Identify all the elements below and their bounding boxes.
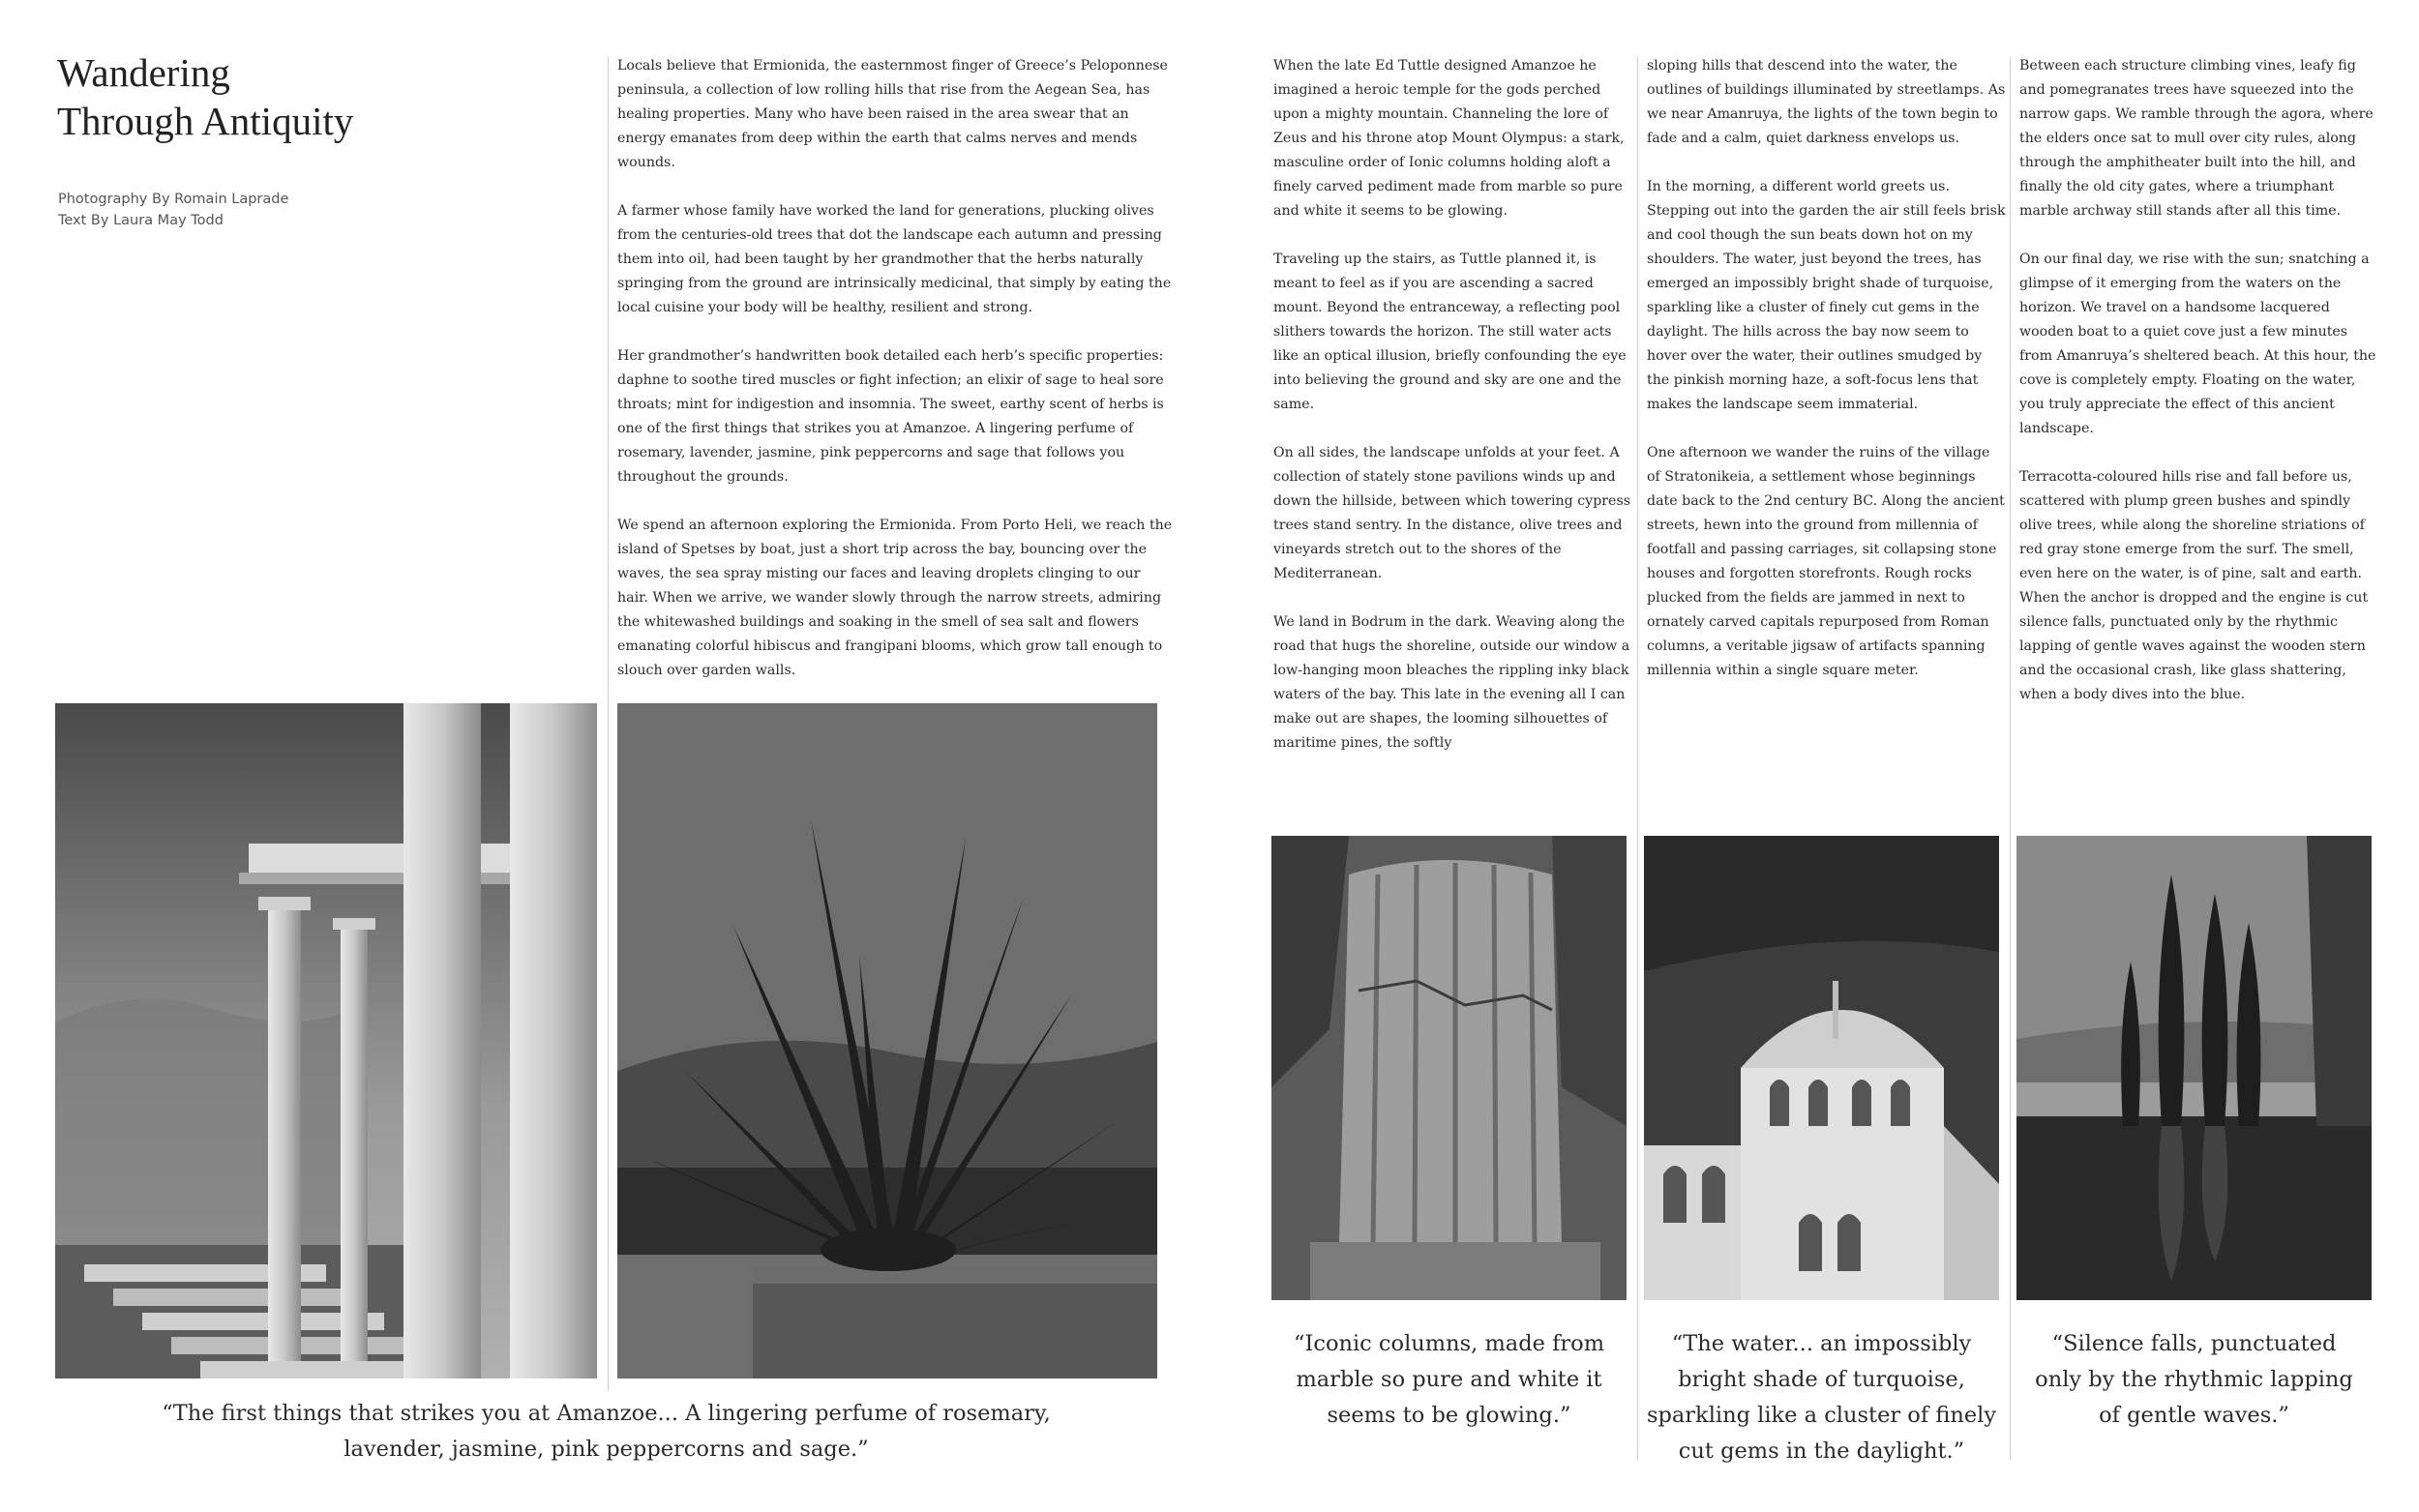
column-divider <box>608 56 609 1391</box>
text-column-1 <box>617 54 1174 683</box>
column-divider <box>1637 56 1638 1461</box>
paragraph: When the late Ed Tuttle designed Amanzoe he imagined a heroic temple for the gods perched upon a mighty mountain. Channeling the lore of Zeus and his throne atop Mount Olympus: a stark, masculine order of Ionic columns holding aloft a finely carved pediment made from marble so pure and white it seems to be glowing. <box>1273 58 1625 219</box>
title-line-2: Through Antiquity <box>57 99 354 143</box>
paragraph: We land in Bodrum in the dark. Weaving along the road that hugs the shoreline, outside our window a low-hanging moon bleaches the rippling inky black waters of the bay. This late in the evening all I can make out are shapes, the looming silhouettes of maritime pines, the softly <box>1273 614 1630 751</box>
text-column-2 <box>1273 54 1633 756</box>
quote-line: marble so pure and white it <box>1296 1367 1602 1392</box>
paragraph: Her grandmother’s handwritten book detailed each herb’s specific properties: daphne to soothe tired muscles or fight infection; an elixir of sage to heal sore throats; mint for indigestion and insomnia. The sweet, earthy scent of herbs is one of the first things that strikes you at Amanzoe. A lingering perfume of rosemary, lavender, jasmine, pink peppercorns and sage that follows you throughout the grounds. <box>617 348 1164 485</box>
text-column-3 <box>1647 54 2007 683</box>
quote-line: “Silence falls, punctuated <box>2051 1331 2337 1356</box>
paragraph: In the morning, a different world greets us. Stepping out into the garden the air still feels brisk and cool though the sun beats down hot on my shoulders. The water, just beyond the trees, has emerged an impossibly bright shade of turquoise, sparkling like a cluster of finely cut gems in the daylight. The hills across the bay now seem to hover over the water, their outlines smudged by the pinkish morning haze, a soft-focus lens that makes the landscape seem immaterial. <box>1647 179 2006 412</box>
pull-quote-3 <box>1634 1326 2009 1469</box>
paragraph: One afternoon we wander the ruins of the village of Stratonikeia, a settlement whose beginnings date back to the 2nd century BC. Along the ancient streets, hewn into the ground from millennia of footfall and passing carriages, sit collapsing stone houses and forgotten storefronts. Rough rocks plucked from the fields are jammed in next to ornately carved capitals repurposed from Roman columns, a veritable jigsaw of artifacts spanning millennia within a single square meter. <box>1647 445 2005 678</box>
text-credit: Text By Laura May Todd <box>58 213 224 228</box>
quote-line: lavender, jasmine, pink peppercorns and sage.” <box>343 1437 869 1462</box>
quote-line: “The first things that strikes you at Amanzoe... A lingering perfume of rosemary, <box>162 1401 1051 1426</box>
pull-quote-1 <box>55 1396 1157 1468</box>
photo-credit: Photography By Romain Laprade <box>58 192 289 207</box>
ruined-column-photo <box>1271 836 1627 1300</box>
paragraph: sloping hills that descend into the water, the outlines of buildings illuminated by streetlamps. As we near Amanruya, the lights of the town begin to fade and a calm, quiet darkness envelops us. <box>1647 58 2006 146</box>
pull-quote-4 <box>2007 1326 2381 1434</box>
quote-line: bright shade of turquoise, <box>1678 1367 1965 1392</box>
article-title <box>57 48 599 145</box>
quote-line: of gentle waves.” <box>2099 1403 2289 1428</box>
agave-plant-photo <box>617 703 1157 1379</box>
text-column-4 <box>2019 54 2379 707</box>
paragraph: Locals believe that Ermionida, the easternmost finger of Greece’s Peloponnese peninsula, a collection of low rolling hills that rise from the Aegean Sea, has healing properties. Many who have been raised in the area swear that an energy emanates from deep within the earth that calms nerves and mends wounds. <box>617 58 1168 170</box>
quote-line: “Iconic columns, made from <box>1293 1331 1605 1356</box>
paragraph: Between each structure climbing vines, leafy fig and pomegranates trees have squeezed into the narrow gaps. We ramble through the agora, where the elders once sat to mull over city rules, along through the amphitheater built into the hill, and finally the old city gates, where a triumphant marble archway still stands after all this time. <box>2019 58 2374 219</box>
quote-line: seems to be glowing.” <box>1327 1403 1571 1428</box>
quote-line: cut gems in the daylight.” <box>1678 1438 1965 1464</box>
paragraph: A farmer whose family have worked the land for generations, plucking olives from the centuries-old trees that dot the landscape each autumn and pressing them into oil, had been taught by her grandmother that the herbs naturally springing from the ground are intrinsically medicinal, that simply by eating the local cuisine your body will be healthy, resilient and strong. <box>617 203 1172 315</box>
cypress-trees-photo <box>2016 836 2372 1300</box>
domed-chapel-photo <box>1644 836 1999 1300</box>
paragraph: On all sides, the landscape unfolds at your feet. A collection of stately stone pavilions winds up and down the hillside, between which towering cypress trees stand sentry. In the distance, olive trees and vineyards stretch out to the shores of the Mediterranean. <box>1273 445 1631 581</box>
quote-line: “The water... an impossibly <box>1671 1331 1972 1356</box>
pull-quote-2 <box>1262 1326 1636 1434</box>
paragraph: We spend an afternoon exploring the Ermionida. From Porto Heli, we reach the island of Spetses by boat, just a short trip across the bay, bouncing over the waves, the sea spray misting our faces and leaving droplets clinging to our hair. When we arrive, we wander slowly through the narrow streets, admiring the whitewashed buildings and soaking in the smell of sea salt and flowers emanating colorful hibiscus and frangipani blooms, which grow tall enough to slouch over garden walls. <box>617 518 1173 678</box>
paragraph: Terracotta-coloured hills rise and fall before us, scattered with plump green bushes and spindly olive trees, while along the shoreline striations of red gray stone emerge from the surf. The smell, even here on the water, is of pine, salt and earth. When the anchor is dropped and the engine is cut silence falls, punctuated only by the rhythmic lapping of gentle waves against the wooden stern and the occasional crash, like glass shattering, when a body dives into the blue. <box>2019 469 2369 702</box>
article-credits <box>58 189 288 231</box>
colonnade-photo <box>55 703 597 1379</box>
column-divider <box>2010 56 2011 1461</box>
quote-line: only by the rhythmic lapping <box>2035 1367 2353 1392</box>
paragraph: On our final day, we rise with the sun; snatching a glimpse of it emerging from the waters on the horizon. We travel on a handsome lacquered wooden boat to a quiet cove just a few minutes from Amanruya’s sheltered beach. At this hour, the cove is completely empty. Floating on the water, you truly appreciate the effect of this ancient landscape. <box>2019 252 2376 436</box>
title-line-1: Wandering <box>57 50 230 95</box>
quote-line: sparkling like a cluster of finely <box>1646 1403 1997 1428</box>
paragraph: Traveling up the stairs, as Tuttle planned it, is meant to feel as if you are ascending a sacred mount. Beyond the entranceway, a reflecting pool slithers towards the horizon. The still water acts like an optical illusion, briefly confounding the eye into believing the ground and sky are one and the same. <box>1273 252 1627 412</box>
